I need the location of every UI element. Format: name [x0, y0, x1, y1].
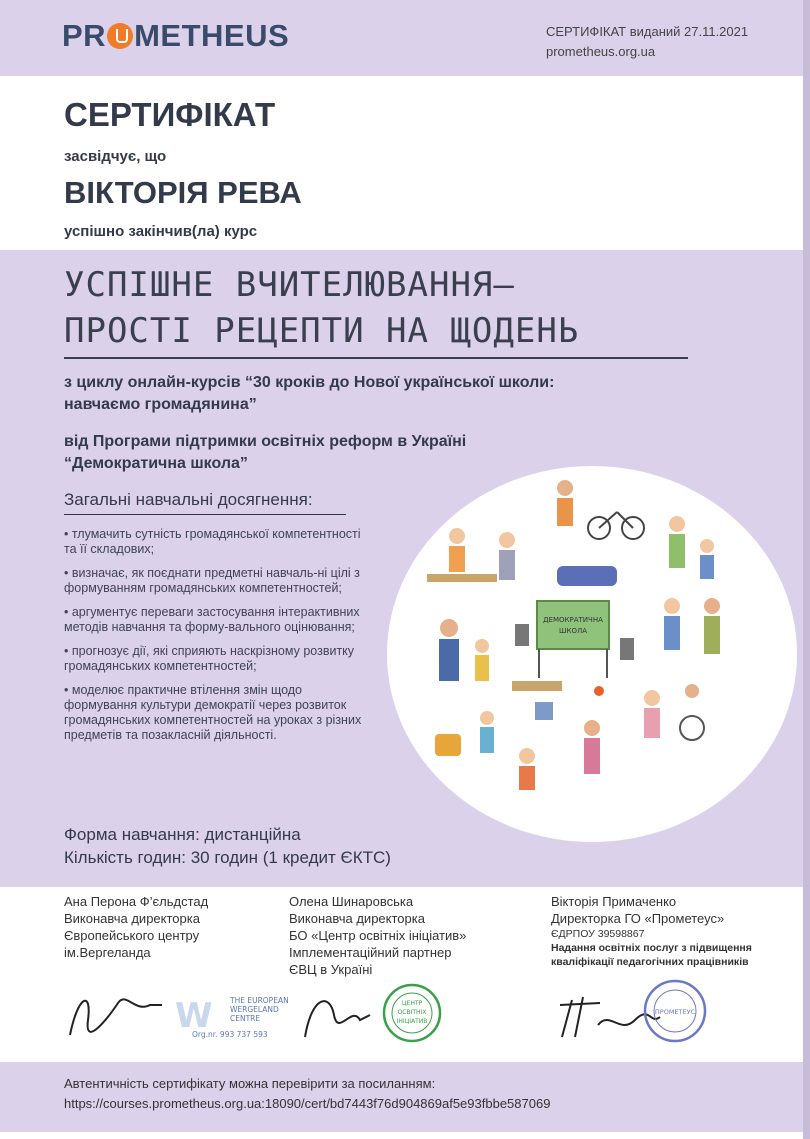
signatory-role: Директорка ГО «Прометеус» — [551, 911, 725, 926]
page-edge — [803, 0, 810, 1139]
signatory-name: Ана Перона Ф’єльдстад — [64, 894, 209, 909]
signatures-area — [0, 975, 810, 1057]
certifies-text: засвідчує, що — [64, 148, 167, 165]
table-icon — [427, 574, 497, 582]
signatory-3 — [551, 893, 791, 969]
course-series — [64, 372, 684, 416]
bulb-icon — [107, 23, 133, 49]
signatory-role: Виконавча директорка — [64, 911, 200, 926]
signature-1 — [70, 999, 162, 1035]
stamp-text: ІНІЦІАТИВ — [396, 1018, 428, 1025]
stamp-text: ЦЕНТР — [401, 1000, 423, 1007]
issue-info — [546, 22, 748, 62]
completed-text: успішно закінчив(ла) курс — [64, 223, 258, 240]
board-text: ШКОЛА — [558, 627, 588, 635]
board-icon — [537, 601, 609, 649]
course-underline — [64, 357, 688, 359]
signatory-role: БО «Центр освітніх ініціатив» — [289, 928, 467, 943]
wergeland-logo — [175, 996, 289, 1039]
verification — [64, 1074, 550, 1114]
achievement-item: • визначає, як поєднати предметні навчаль-ні цілі з формуванням громадянських компетентностей; — [64, 566, 360, 595]
program-line: від Програми підтримки освітніх реформ в Україні — [64, 433, 467, 450]
illustration-circle — [387, 466, 797, 842]
svg-text:W: W — [175, 996, 213, 1036]
organization-code: ЄДРПОУ 39598867 — [551, 928, 645, 940]
center-stamp — [384, 985, 440, 1041]
achievement-item: • аргументує переваги застосування інтерактивних методів навчання та форму-вального оцінювання; — [64, 605, 360, 634]
chair-icon — [435, 734, 461, 756]
course-title-line: ПРОСТІ РЕЦЕПТИ НА ЩОДЕНЬ — [64, 311, 580, 351]
series-line: з циклу онлайн-курсів “30 кроків до Нової української школи: — [64, 374, 555, 391]
course-title-line: УСПІШНЕ ВЧИТЕЛЮВАННЯ— — [64, 265, 515, 305]
signatory-role: ім.Вергеланда — [64, 945, 151, 960]
achievements-list — [64, 527, 364, 752]
achievements-underline — [64, 514, 346, 515]
prometheus-logo: PR METHEUS — [62, 18, 290, 53]
signatory-name: Вікторія Примаченко — [551, 894, 677, 909]
stamp-text: WERGELAND — [230, 1005, 279, 1014]
signatory-2 — [289, 893, 499, 978]
achievement-item: • моделює практичне втілення змін щодо формування культури демократії через розвиток громадянських компетентностей на уроках з різних предметів та позакласній діяльності. — [64, 683, 362, 742]
achievements-heading: Загальні навчальні досягнення: — [64, 490, 313, 509]
signatory-role: Виконавча директорка — [289, 911, 425, 926]
signatory-role: Імплементаційний партнер — [289, 945, 452, 960]
sofa-icon — [557, 566, 617, 586]
certificate-title: СЕРТИФІКАТ — [64, 96, 276, 133]
board-text: ДЕМОКРАТИЧНА — [543, 616, 603, 624]
series-line: навчаємо громадянина” — [64, 396, 257, 413]
program-line: “Демократична школа” — [64, 455, 248, 472]
signatory-role: Європейського центру — [64, 928, 200, 943]
stamp-text: ОСВІТНІХ — [397, 1009, 427, 1016]
signatory-role: ЄВЦ в Україні — [289, 962, 373, 977]
stamp-text: ПРОМЕТЕУС — [654, 1008, 696, 1016]
achievement-item: • прогнозує дії, які сприяють наскрізному розвитку громадянських компетентностей; — [64, 644, 355, 673]
stamp-text: THE EUROPEAN — [230, 996, 289, 1005]
recipient-name: ВІКТОРІЯ РЕВА — [64, 175, 302, 210]
stamp-text: CENTRE — [230, 1014, 261, 1023]
study-form: Форма навчання: дистанційна — [64, 825, 301, 844]
signatory-name: Олена Шинаровська — [289, 894, 414, 909]
verification-text: Автентичність сертифікату можна перевірити за посиланням: — [64, 1076, 436, 1091]
course-title — [64, 262, 694, 354]
verification-link[interactable]: https://courses.prometheus.org.ua:18090/cert/bd7443f76d904869af5e93fbbe587069 — [64, 1096, 551, 1111]
issue-date: СЕРТИФІКАТ виданий 27.11.2021 — [546, 24, 749, 39]
achievement-item: • тлумачить сутність громадянської компетентності та її складових; — [64, 527, 361, 556]
stamp-text: Org.nr. 993 737 593 — [192, 1030, 268, 1039]
study-info — [64, 823, 391, 869]
organization-purpose: кваліфікації педагогічних працівників — [551, 956, 749, 968]
prometheus-stamp — [645, 981, 705, 1041]
signature-2 — [305, 1001, 370, 1037]
organization-purpose: Надання освітніх послуг з підвищення — [551, 942, 752, 954]
study-hours: Кількість годин: 30 годин (1 кредит ЄКТС) — [64, 848, 391, 867]
site-link[interactable]: prometheus.org.ua — [546, 44, 656, 59]
school-illustration — [387, 466, 797, 842]
signatory-1 — [64, 893, 274, 961]
